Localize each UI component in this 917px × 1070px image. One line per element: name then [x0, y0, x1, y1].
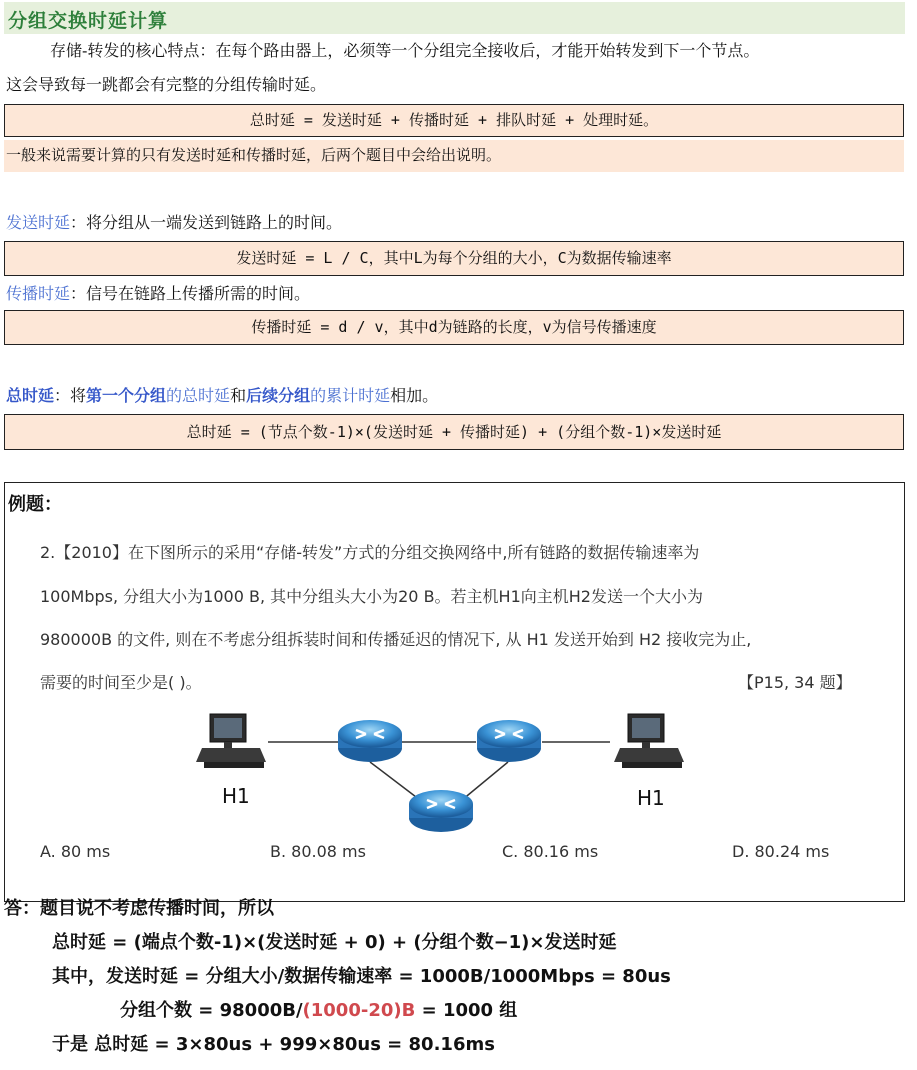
answer-line-4-a: 分组个数 = 98000B/	[120, 1000, 303, 1021]
answer-line-1: 答：题目说不考虑传播时间，所以	[4, 898, 274, 919]
intro-line-2: 这会导致每一跳都会有完整的分组传输时延。	[6, 75, 327, 94]
total-text-e: 相加。	[390, 386, 439, 405]
total-text-c: 和	[230, 386, 247, 405]
network-diagram	[180, 700, 720, 835]
prop-delay-desc: ：信号在链路上传播所需的时间。	[70, 284, 311, 303]
host-h1-computer-icon	[196, 714, 266, 768]
total-label: 总时延	[6, 386, 55, 405]
answer-line-4-c: = 1000 组	[415, 1000, 518, 1021]
total-text-a: ：将	[54, 386, 87, 405]
link-r2-r3	[462, 762, 508, 800]
total-delay-definition	[6, 383, 438, 409]
general-note: 一般来说需要计算的只有发送时延和传播时延，后两个题目中会给出说明。	[4, 140, 904, 172]
prop-delay-formula: 传播时延 = d / v，其中d为链路的长度，v为信号传播速度	[251, 318, 657, 336]
host-h2-computer-icon	[614, 714, 684, 768]
choice-b: B. 80.08 ms	[270, 842, 366, 861]
total-delay-formula: 总时延 = 发送时延 + 传播时延 + 排队时延 + 处理时延。	[249, 111, 659, 129]
send-delay-formula: 发送时延 = L / C，其中L为每个分组的大小，C为数据传输速率	[236, 249, 672, 267]
choice-c: C. 80.16 ms	[502, 842, 599, 861]
choice-a: A. 80 ms	[40, 842, 111, 861]
host-right-label: H1	[637, 786, 665, 810]
router-3-icon	[409, 790, 473, 832]
page-title: 分组交换时延计算	[8, 10, 169, 32]
router-2-icon	[477, 720, 541, 762]
intro-line-1: 存储-转发的核心特点：在每个路由器上，必须等一个分组完全接收后，才能开始转发到下一个节点。	[50, 41, 760, 60]
answer-line-3: 其中，发送时延 = 分组大小/数据传输速率 = 1000B/1000Mbps = 80us	[52, 966, 671, 987]
total-text-d: 的累计时延	[310, 386, 391, 405]
subsequent-packets-label: 后续分组	[246, 386, 311, 405]
answer-line-5: 于是 总时延 = 3×80us + 999×80us = 80.16ms	[52, 1034, 495, 1055]
example-title: 例题：	[8, 494, 62, 515]
question-reference: 【P15, 34 题】	[738, 673, 852, 692]
choice-d: D. 80.24 ms	[732, 842, 830, 861]
prop-delay-label: 传播时延	[6, 284, 71, 303]
total-formula-box	[4, 414, 904, 450]
total-formula: 总时延 = (节点个数-1)×(发送时延 + 传播时延) + (分组个数-1)×发送时延	[186, 423, 722, 441]
answer-line-2: 总时延 = (端点个数-1)×(发送时延 + 0) + (分组个数−1)×发送时延	[52, 932, 617, 953]
host-left-label: H1	[222, 784, 250, 808]
question-line-1: 2.【2010】在下图所示的采用“存储-转发”方式的分组交换网络中,所有链路的数据传输速率为	[40, 543, 700, 562]
send-delay-definition	[6, 210, 342, 236]
question-line-2: 100Mbps, 分组大小为1000 B, 其中分组头大小为20 B。若主机H1向主机H2发送一个大小为	[40, 587, 703, 606]
router-1-icon	[338, 720, 402, 762]
link-r1-r3	[370, 762, 420, 800]
total-text-b: 的总时延	[166, 386, 231, 405]
send-delay-desc: ：将分组从一端发送到链路上的时间。	[70, 213, 343, 232]
send-delay-formula-box	[4, 241, 904, 276]
first-packet-label: 第一个分组	[86, 386, 167, 405]
question-line-3: 980000B 的文件, 则在不考虑分组拆装时间和传播延迟的情况下, 从 H1 发送开始到 H2 接收完为止,	[40, 630, 752, 649]
prop-delay-definition	[6, 281, 310, 307]
answer-line-4	[120, 996, 517, 1022]
send-delay-label: 发送时延	[6, 213, 71, 232]
total-delay-formula-box	[4, 104, 904, 137]
answer-line-4-highlight: (1000-20)B	[302, 1000, 416, 1021]
question-line-4: 需要的时间至少是( )。	[40, 673, 202, 692]
prop-delay-formula-box	[4, 310, 904, 345]
